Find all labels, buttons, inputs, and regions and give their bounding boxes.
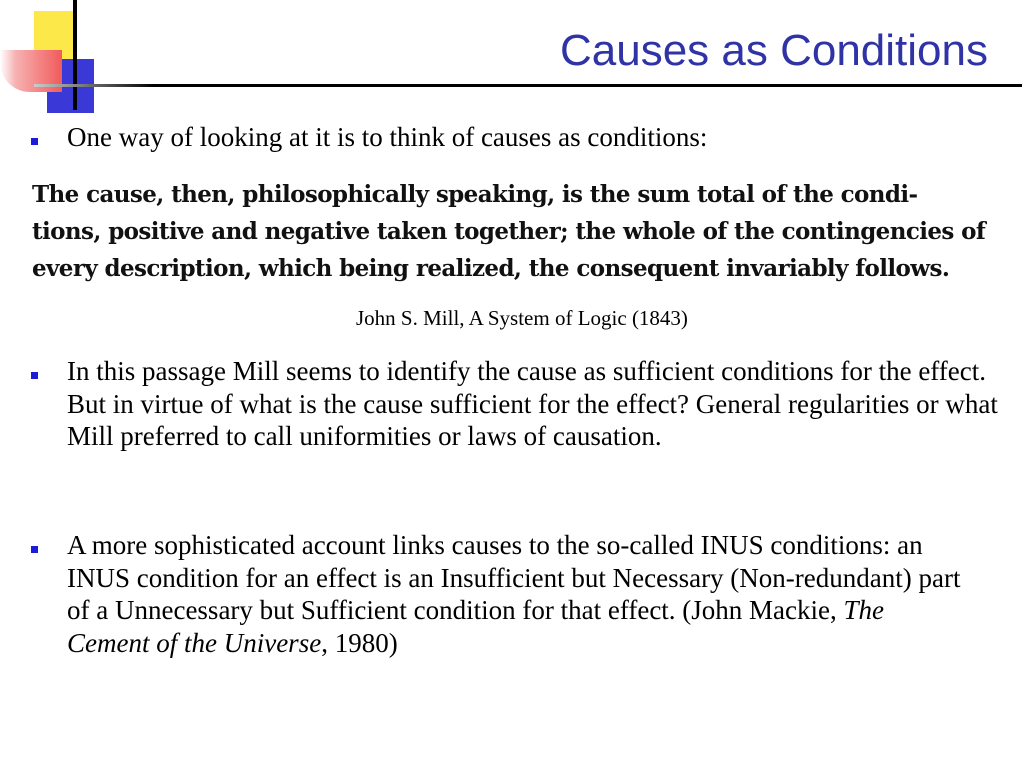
slide-title: Causes as Conditions: [559, 26, 988, 75]
bullet-text-3: [67, 529, 967, 659]
quote-line-3: every description, which being realized, the consequent invariably follows.: [32, 255, 950, 282]
title-underline-fade: [34, 84, 154, 87]
bullet-marker: [31, 372, 38, 379]
quote-line-2: tions, positive and negative taken together; the whole of the contingencies of: [32, 218, 986, 245]
bullet-text-3-main: A more sophisticated account links causes to the so-called INUS conditions: an INUS condition for an effect is an Insufficient but Necessary (Non-redundant) part of a Unnecessary but Sufficient condition for that effect. (John Mackie,: [67, 530, 961, 625]
bullet-text-3-year: , 1980): [321, 627, 398, 658]
bullet-marker: [31, 138, 38, 145]
quote-citation: John S. Mill, A System of Logic (1843): [356, 306, 688, 330]
title-underline-rule: [34, 84, 1022, 87]
book-title: The Cement of the Universe: [67, 595, 885, 658]
quote-excerpt: [32, 176, 986, 288]
quote-line-1: The cause, then, philosophically speaking, is the sum total of the condi-: [32, 181, 918, 208]
decorative-vertical-rule: [73, 0, 77, 110]
bullet-marker: [31, 546, 38, 553]
bullet-text-1: One way of looking at it is to think of causes as conditions:: [67, 122, 708, 152]
bullet-text-2: In this passage Mill seems to identify the cause as sufficient conditions for the effect. But in virtue of what is the cause sufficient for the effect? General regularities or what Mill preferred to call uniformities or laws of causation.: [67, 356, 998, 451]
